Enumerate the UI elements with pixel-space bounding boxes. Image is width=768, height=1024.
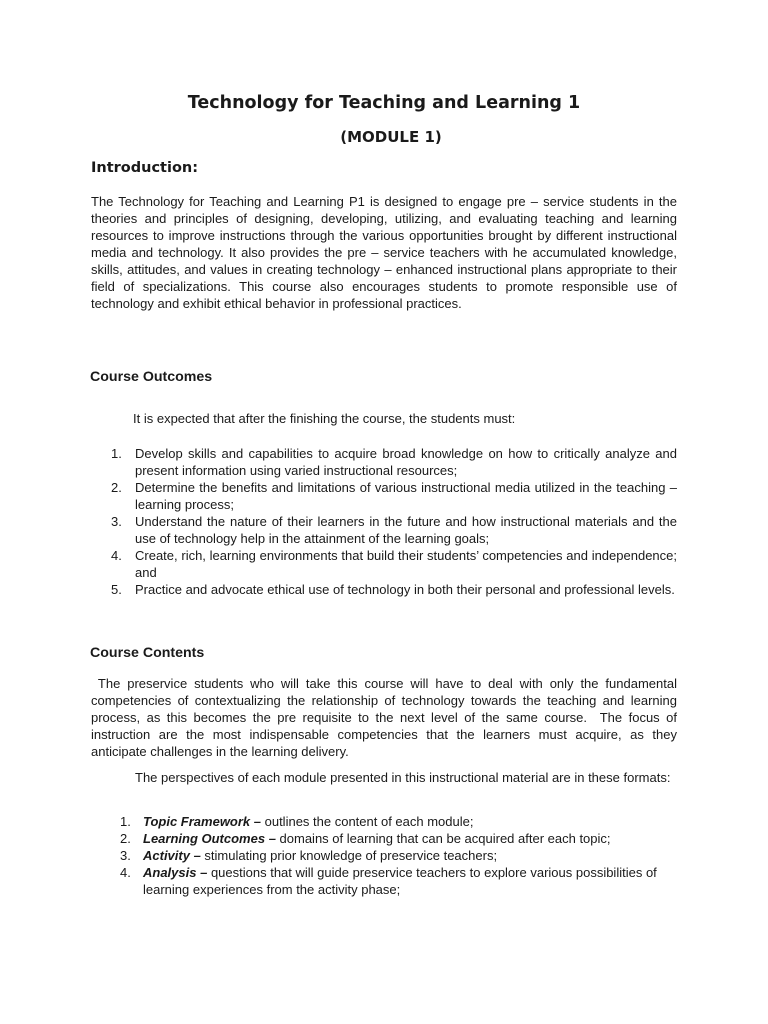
course-outcomes-list <box>91 445 677 598</box>
list-item-text: Develop skills and capabilities to acquire broad knowledge on how to critically analyze and present information using varied instructional resources; <box>135 446 677 478</box>
list-item <box>91 830 677 847</box>
course-contents-heading: Course Contents <box>90 645 205 661</box>
list-item-number: 2. <box>120 831 131 846</box>
list-item-number: 1. <box>111 446 122 461</box>
list-item <box>91 547 677 581</box>
list-item-text: Create, rich, learning environments that build their students’ competencies and independence; and <box>135 548 677 580</box>
list-item-text: Practice and advocate ethical use of technology in both their personal and professional levels. <box>135 582 675 597</box>
list-item <box>91 445 677 479</box>
list-item-number: 3. <box>111 514 122 529</box>
course-outcomes-heading: Course Outcomes <box>90 369 213 385</box>
list-item <box>91 847 677 864</box>
list-item-term: Learning Outcomes – <box>143 831 276 846</box>
list-item-text: outlines the content of each module; <box>261 814 474 829</box>
document-title: Technology for Teaching and Learning 1 <box>187 93 581 113</box>
list-item-term: Activity – <box>143 848 201 863</box>
list-item-text: stimulating prior knowledge of preservice teachers; <box>200 848 498 863</box>
list-item-number: 4. <box>120 865 131 880</box>
list-item-number: 4. <box>111 548 122 563</box>
list-item-number: 3. <box>120 848 131 863</box>
introduction-paragraph: The Technology for Teaching and Learning P1 is designed to engage pre – service students in the theories and principles of designing, developing, utilizing, and evaluating teaching and learning resources to improve instructions through the various opportunities brought by different instructional media and technology. It also provides the pre – service teachers with he accumulated knowledge, skills, attitudes, and values in creating technology – enhanced instructional plans appropriate to their field of specializations. This course also encourages students to promote responsible use of technology and exhibit ethical behavior in professional practices. <box>91 194 677 311</box>
list-item-number: 2. <box>111 480 122 495</box>
list-item-number: 1. <box>120 814 131 829</box>
module-formats-list <box>91 813 677 898</box>
document-subtitle: (MODULE 1) <box>340 128 442 146</box>
list-item-number: 5. <box>111 582 122 597</box>
list-item-term: Analysis – <box>143 865 208 880</box>
course-contents-formats-paragraph: The perspectives of each module presented in this instructional material are in these formats: <box>135 770 671 785</box>
list-item <box>91 813 677 830</box>
list-item <box>91 864 677 898</box>
course-contents-paragraph: The preservice students who will take this course will have to deal with only the fundamental competencies of contextualizing the relationship of technology towards the teaching and learning process, as this becomes the pre requisite to the next level of the same course. The focus of instruction are the most indispensable competencies that the learners must acquire, as they anticipate challenges in the learning delivery. <box>91 676 681 759</box>
list-item <box>91 479 677 513</box>
list-item-text: Understand the nature of their learners in the future and how instructional materials and the use of technology help in the attainment of the learning goals; <box>135 514 677 546</box>
list-item-term: Topic Framework – <box>143 814 261 829</box>
course-outcomes-lead: It is expected that after the finishing the course, the students must: <box>133 411 516 426</box>
list-item-text: questions that will guide preservice teachers to explore various possibilities of learning experiences from the activity phase; <box>143 865 657 897</box>
introduction-heading: Introduction: <box>91 160 199 176</box>
list-item-text: domains of learning that can be acquired after each topic; <box>275 831 611 846</box>
list-item <box>91 581 677 598</box>
list-item <box>91 513 677 547</box>
list-item-text: Determine the benefits and limitations of various instructional media utilized in the teaching – learning process; <box>135 480 677 512</box>
